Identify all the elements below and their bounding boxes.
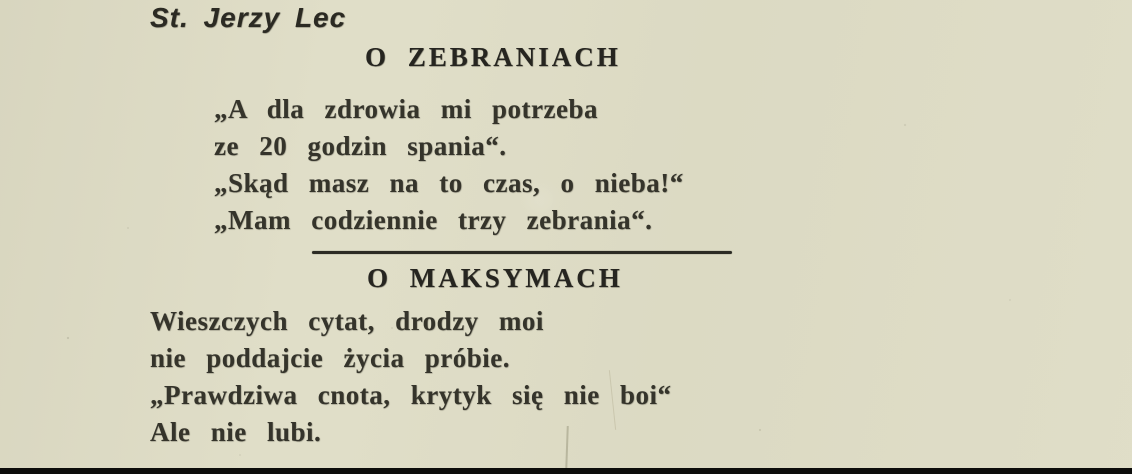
section-title-o-zebraniach: O ZEBRANIACH [365,42,621,72]
bottom-border-rule [0,468,1132,474]
poem-line: ze 20 godzin spania“. [214,131,507,161]
poem-line: „Mam codziennie trzy zebrania“. [214,205,653,235]
poem-line: „A dla zdrowia mi potrzeba [214,94,598,124]
stanza-o-zebraniach [214,91,684,239]
poem-line: „Skąd masz na to czas, o nieba!“ [214,168,684,198]
poem-line: Ale nie lubi. [150,417,322,447]
poem-line: „Prawdziwa cnota, krytyk się nie boi“ [150,380,672,410]
poem-line: nie poddajcie życia próbie. [150,343,510,373]
section-divider-rule [312,251,732,254]
author-byline: St. Jerzy Lec [150,2,347,33]
poem-line: Wieszczych cytat, drodzy moi [150,306,544,336]
stanza-o-maksymach [150,303,672,451]
section-title-o-maksymach: O MAKSYMACH [367,263,623,293]
